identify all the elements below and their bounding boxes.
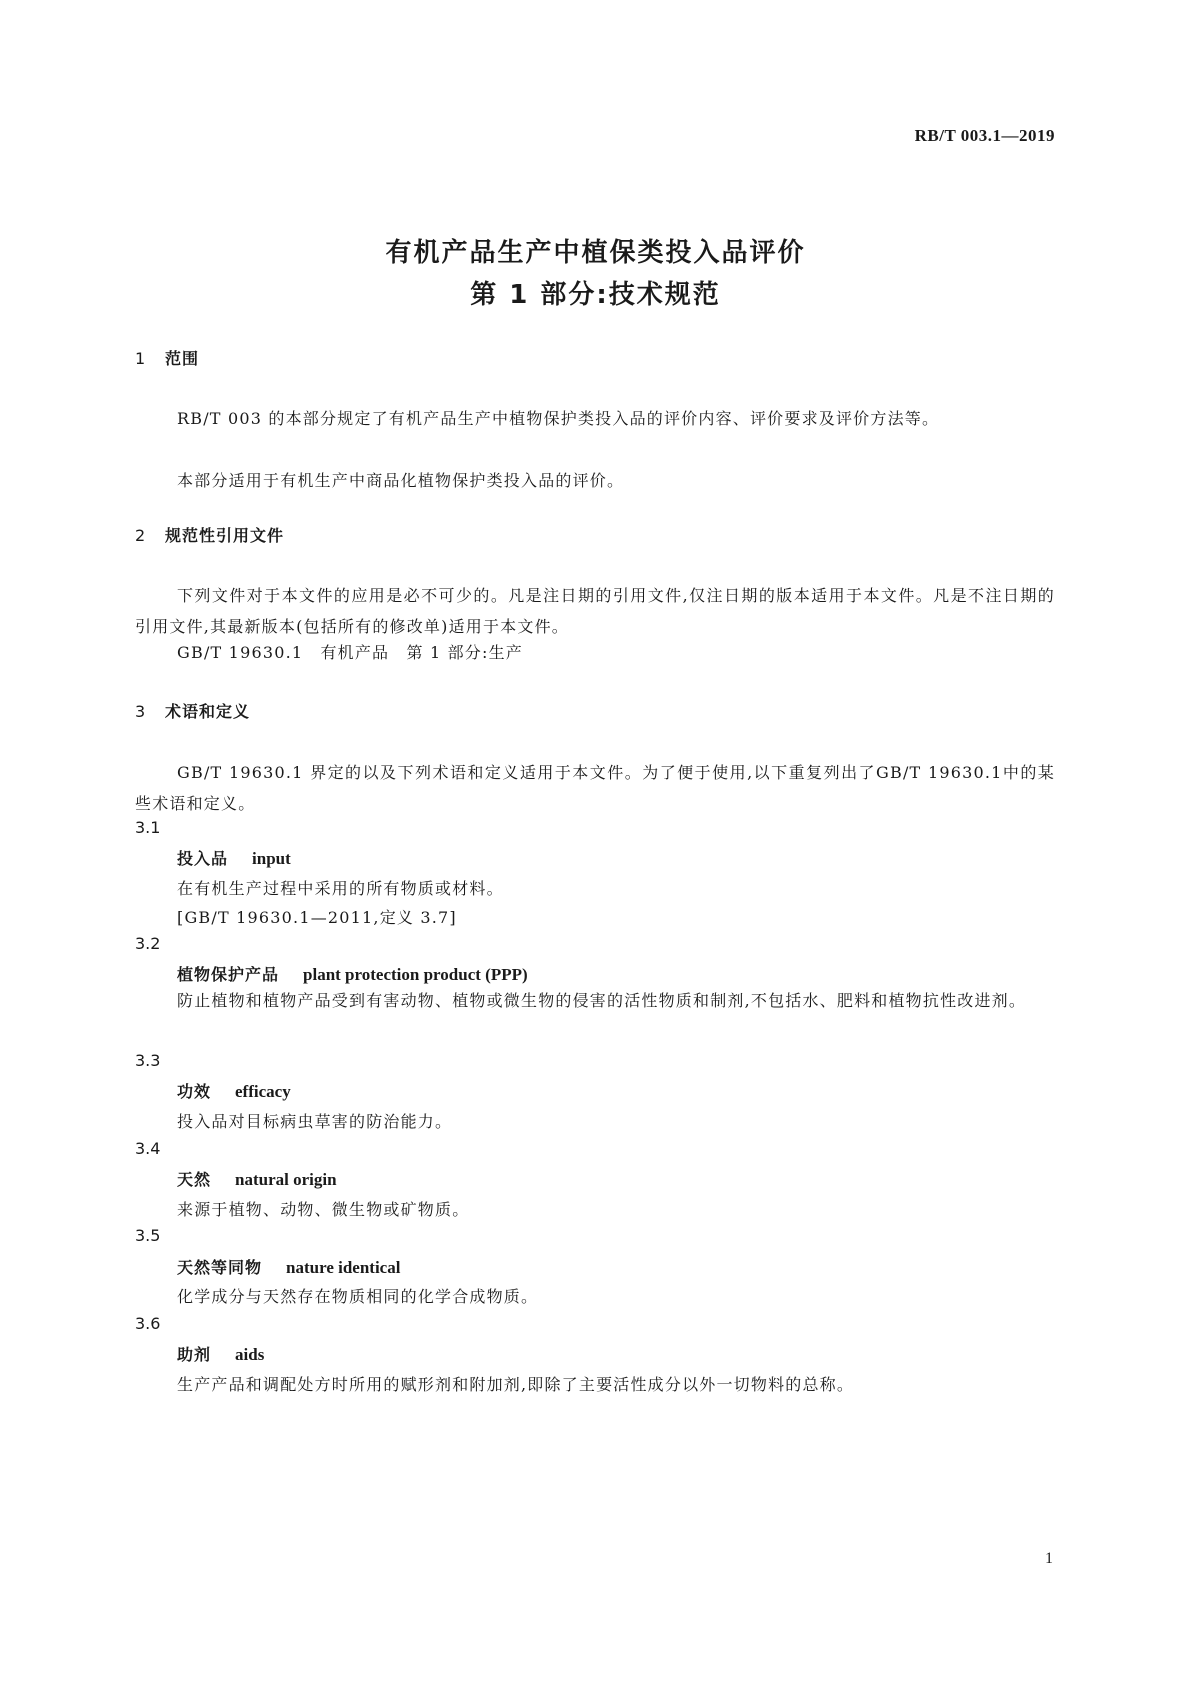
term-definition: 投入品对目标病虫草害的防治能力。 <box>177 1112 453 1131</box>
term-en: natural origin <box>235 1170 337 1189</box>
term-number: 3.2 <box>135 934 161 953</box>
term-definition: 在有机生产过程中采用的所有物质或材料。 <box>177 879 504 898</box>
document-title-line2: 第 1 部分:技术规范 <box>470 280 721 310</box>
term-zh: 天然 <box>177 1170 212 1189</box>
term-definition: 生产产品和调配处方时所用的赋形剂和附加剂,即除了主要活性成分以外一切物料的总称。 <box>177 1375 855 1394</box>
section-3-intro: GB/T 19630.1 界定的以及下列术语和定义适用于本文件。为了便于使用,以下重复列出了GB/T 19630.1中的某些术语和定义。 <box>135 763 1055 813</box>
term-en: input <box>252 849 291 868</box>
term-number: 3.1 <box>135 818 161 837</box>
term-number: 3.3 <box>135 1051 161 1070</box>
document-title-line1: 有机产品生产中植保类投入品评价 <box>385 238 806 268</box>
section-1-paragraph-1: RB/T 003 的本部分规定了有机产品生产中植物保护类投入品的评价内容、评价要求及评价方法等。 <box>177 409 940 428</box>
term-definition: 防止植物和植物产品受到有害动物、植物或微生物的侵害的活性物质和制剂,不包括水、肥料和植物抗性改进剂。 <box>177 991 1027 1010</box>
normative-reference: GB/T 19630.1 有机产品 第 1 部分:生产 <box>177 643 523 662</box>
term-zh: 助剂 <box>177 1345 212 1364</box>
page-number: 1 <box>1045 1550 1053 1567</box>
section-number: 2 <box>135 526 147 545</box>
section-2-paragraph-1: 下列文件对于本文件的应用是必不可少的。凡是注日期的引用文件,仅注日期的版本适用于本文件。凡是不注日期的引用文件,其最新版本(包括所有的修改单)适用于本文件。 <box>135 586 1055 636</box>
term-number: 3.6 <box>135 1314 161 1333</box>
term-heading <box>177 846 291 869</box>
term-en: efficacy <box>235 1082 291 1101</box>
section-title: 范围 <box>165 349 200 368</box>
term-heading <box>177 962 528 985</box>
section-number: 1 <box>135 349 147 368</box>
term-heading <box>177 1342 264 1365</box>
term-source: [GB/T 19630.1—2011,定义 3.7] <box>177 908 457 927</box>
term-en: nature identical <box>286 1258 401 1277</box>
term-number: 3.5 <box>135 1226 161 1245</box>
section-1-paragraph-2: 本部分适用于有机生产中商品化植物保护类投入品的评价。 <box>177 471 625 490</box>
term-zh: 天然等同物 <box>177 1258 263 1277</box>
section-title: 术语和定义 <box>165 702 251 721</box>
term-definition: 来源于植物、动物、微生物或矿物质。 <box>177 1200 470 1219</box>
term-zh: 植物保护产品 <box>177 965 280 984</box>
term-heading <box>177 1167 337 1190</box>
term-zh: 功效 <box>177 1082 212 1101</box>
term-en: plant protection product (PPP) <box>303 965 528 984</box>
term-en: aids <box>235 1345 265 1364</box>
section-number: 3 <box>135 702 147 721</box>
standard-code: RB/T 003.1—2019 <box>914 126 1055 145</box>
term-heading <box>177 1079 291 1102</box>
section-title: 规范性引用文件 <box>165 526 285 545</box>
term-heading <box>177 1255 400 1278</box>
term-zh: 投入品 <box>177 849 229 868</box>
section-1-heading <box>135 346 199 369</box>
section-3-heading <box>135 699 250 722</box>
term-number: 3.4 <box>135 1139 161 1158</box>
section-2-heading <box>135 523 284 546</box>
term-definition: 化学成分与天然存在物质相同的化学合成物质。 <box>177 1287 539 1306</box>
